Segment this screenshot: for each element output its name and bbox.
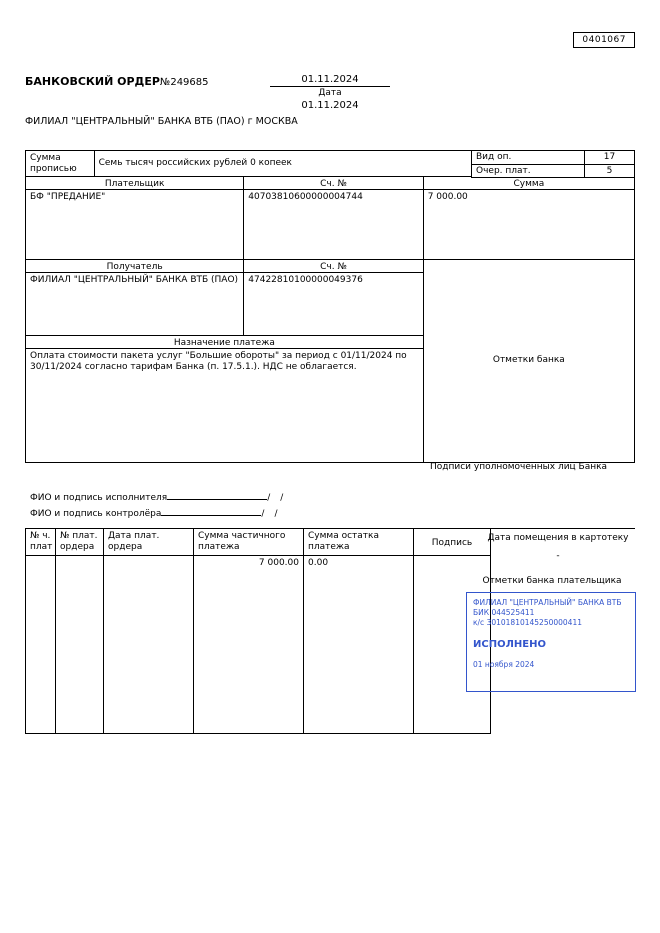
kartoteka-block (478, 533, 638, 561)
controller-slash2: / (274, 509, 278, 519)
document-date-block (270, 74, 390, 111)
controller-label: ФИО и подпись контролёра (30, 509, 162, 519)
controller-slash: / (261, 509, 265, 519)
payer-values-row (26, 190, 634, 260)
sum-spacer-cell (423, 260, 634, 273)
sum-spacer-cell-2 (423, 273, 634, 336)
payer-account-header: Сч. № (243, 177, 422, 190)
executor-fill (167, 499, 267, 500)
bank-signatures-label: Подписи уполномоченных лиц Банка (430, 462, 608, 472)
receiver-values-row (26, 273, 634, 336)
document-number: 249685 (170, 77, 209, 88)
executor-block (30, 490, 293, 522)
receiver-account: 47422810100000049376 (243, 273, 422, 336)
payer-header: Плательщик (26, 177, 243, 190)
sum-header: Сумма (423, 177, 634, 190)
kartoteka-title: Дата помещения в картотеку (487, 533, 629, 543)
executor-slash: / (267, 493, 271, 503)
document-date-second: 01.11.2024 (301, 100, 359, 111)
amount-in-words-row (26, 151, 634, 177)
document-title: БАНКОВСКИЙ ОРДЕР (25, 75, 160, 88)
document-date: 01.11.2024 (270, 74, 390, 87)
main-table (25, 150, 635, 463)
bank-execution-stamp (466, 592, 636, 692)
kartoteka-value: - (556, 551, 560, 561)
receiver-header: Получатель (26, 260, 243, 273)
document-date-label: Дата (318, 88, 342, 98)
column-header-order-no: № плат. ордера (55, 528, 103, 556)
payer-bank-marks-title: Отметки банка плательщика (482, 576, 622, 586)
operation-type-row (472, 151, 634, 165)
purpose-header: Назначение платежа (26, 336, 423, 349)
receiver-account-header: Сч. № (243, 260, 422, 273)
operation-info-block (471, 151, 634, 178)
cell-order-date (103, 556, 193, 734)
payment-priority-label: Очер. плат. (476, 166, 531, 176)
stamp-date: 01 ноября 2024 (473, 660, 535, 669)
stamp-bik: БИК 044525411 (473, 608, 535, 617)
payer-account: 40703810600000004744 (243, 190, 422, 260)
cell-order-no (55, 556, 103, 734)
column-header-payment-part-no: № ч. плат (25, 528, 55, 556)
page-title (25, 75, 209, 88)
bank-marks-block (423, 349, 634, 462)
document-number-label: № (159, 77, 171, 88)
bank-marks-spacer (423, 336, 634, 349)
receiver-header-row (26, 260, 634, 273)
payment-sum: 7 000.00 (423, 190, 634, 260)
amount-in-words-value: Семь тысяч российских рублей 0 копеек (94, 151, 471, 177)
purpose-text: Оплата стоимости пакета услуг "Большие обороты" за период с 01/11/2024 по 30/11/2024 согласно тарифам Банка (п. 17.5.1.). НДС не облагается. (30, 351, 407, 372)
stamp-corr-account: к/с 30101810145250000411 (473, 618, 582, 627)
cell-payment-part-no (25, 556, 55, 734)
operation-type-label: Вид оп. (476, 152, 512, 162)
cell-remainder-sum: 0.00 (303, 556, 413, 734)
executor-line (30, 490, 293, 506)
receiver-name: ФИЛИАЛ "ЦЕНТРАЛЬНЫЙ" БАНКА ВТБ (ПАО) (26, 273, 243, 336)
payer-header-row (26, 177, 634, 190)
column-header-remainder-sum: Сумма остатка платежа (303, 528, 413, 556)
column-header-partial-sum: Сумма частичного платежа (193, 528, 303, 556)
purpose-row (26, 349, 634, 462)
payment-priority-value: 5 (584, 165, 634, 178)
stamp-bank-name: ФИЛИАЛ "ЦЕНТРАЛЬНЫЙ" БАНКА ВТБ (473, 598, 622, 607)
payer-name: БФ "ПРЕДАНИЕ" (26, 190, 243, 260)
executor-slash2: / (280, 493, 284, 503)
stamp-status: ИСПОЛНЕНО (473, 639, 546, 650)
column-header-signature: Подпись (413, 528, 491, 556)
bank-marks-header: Отметки банка (492, 355, 565, 365)
column-header-order-date: Дата плат. ордера (103, 528, 193, 556)
cell-partial-sum: 7 000.00 (193, 556, 303, 734)
controller-line (30, 506, 293, 522)
operation-type-value: 17 (584, 151, 634, 164)
executor-label: ФИО и подпись исполнителя (30, 493, 168, 503)
controller-fill (161, 515, 261, 516)
amount-in-words-label: Сумма прописью (26, 151, 94, 177)
purpose-header-row (26, 336, 634, 349)
bank-branch-name: ФИЛИАЛ "ЦЕНТРАЛЬНЫЙ" БАНКА ВТБ (ПАО) г МОСКВА (25, 116, 298, 127)
form-code: 0401067 (573, 32, 635, 48)
